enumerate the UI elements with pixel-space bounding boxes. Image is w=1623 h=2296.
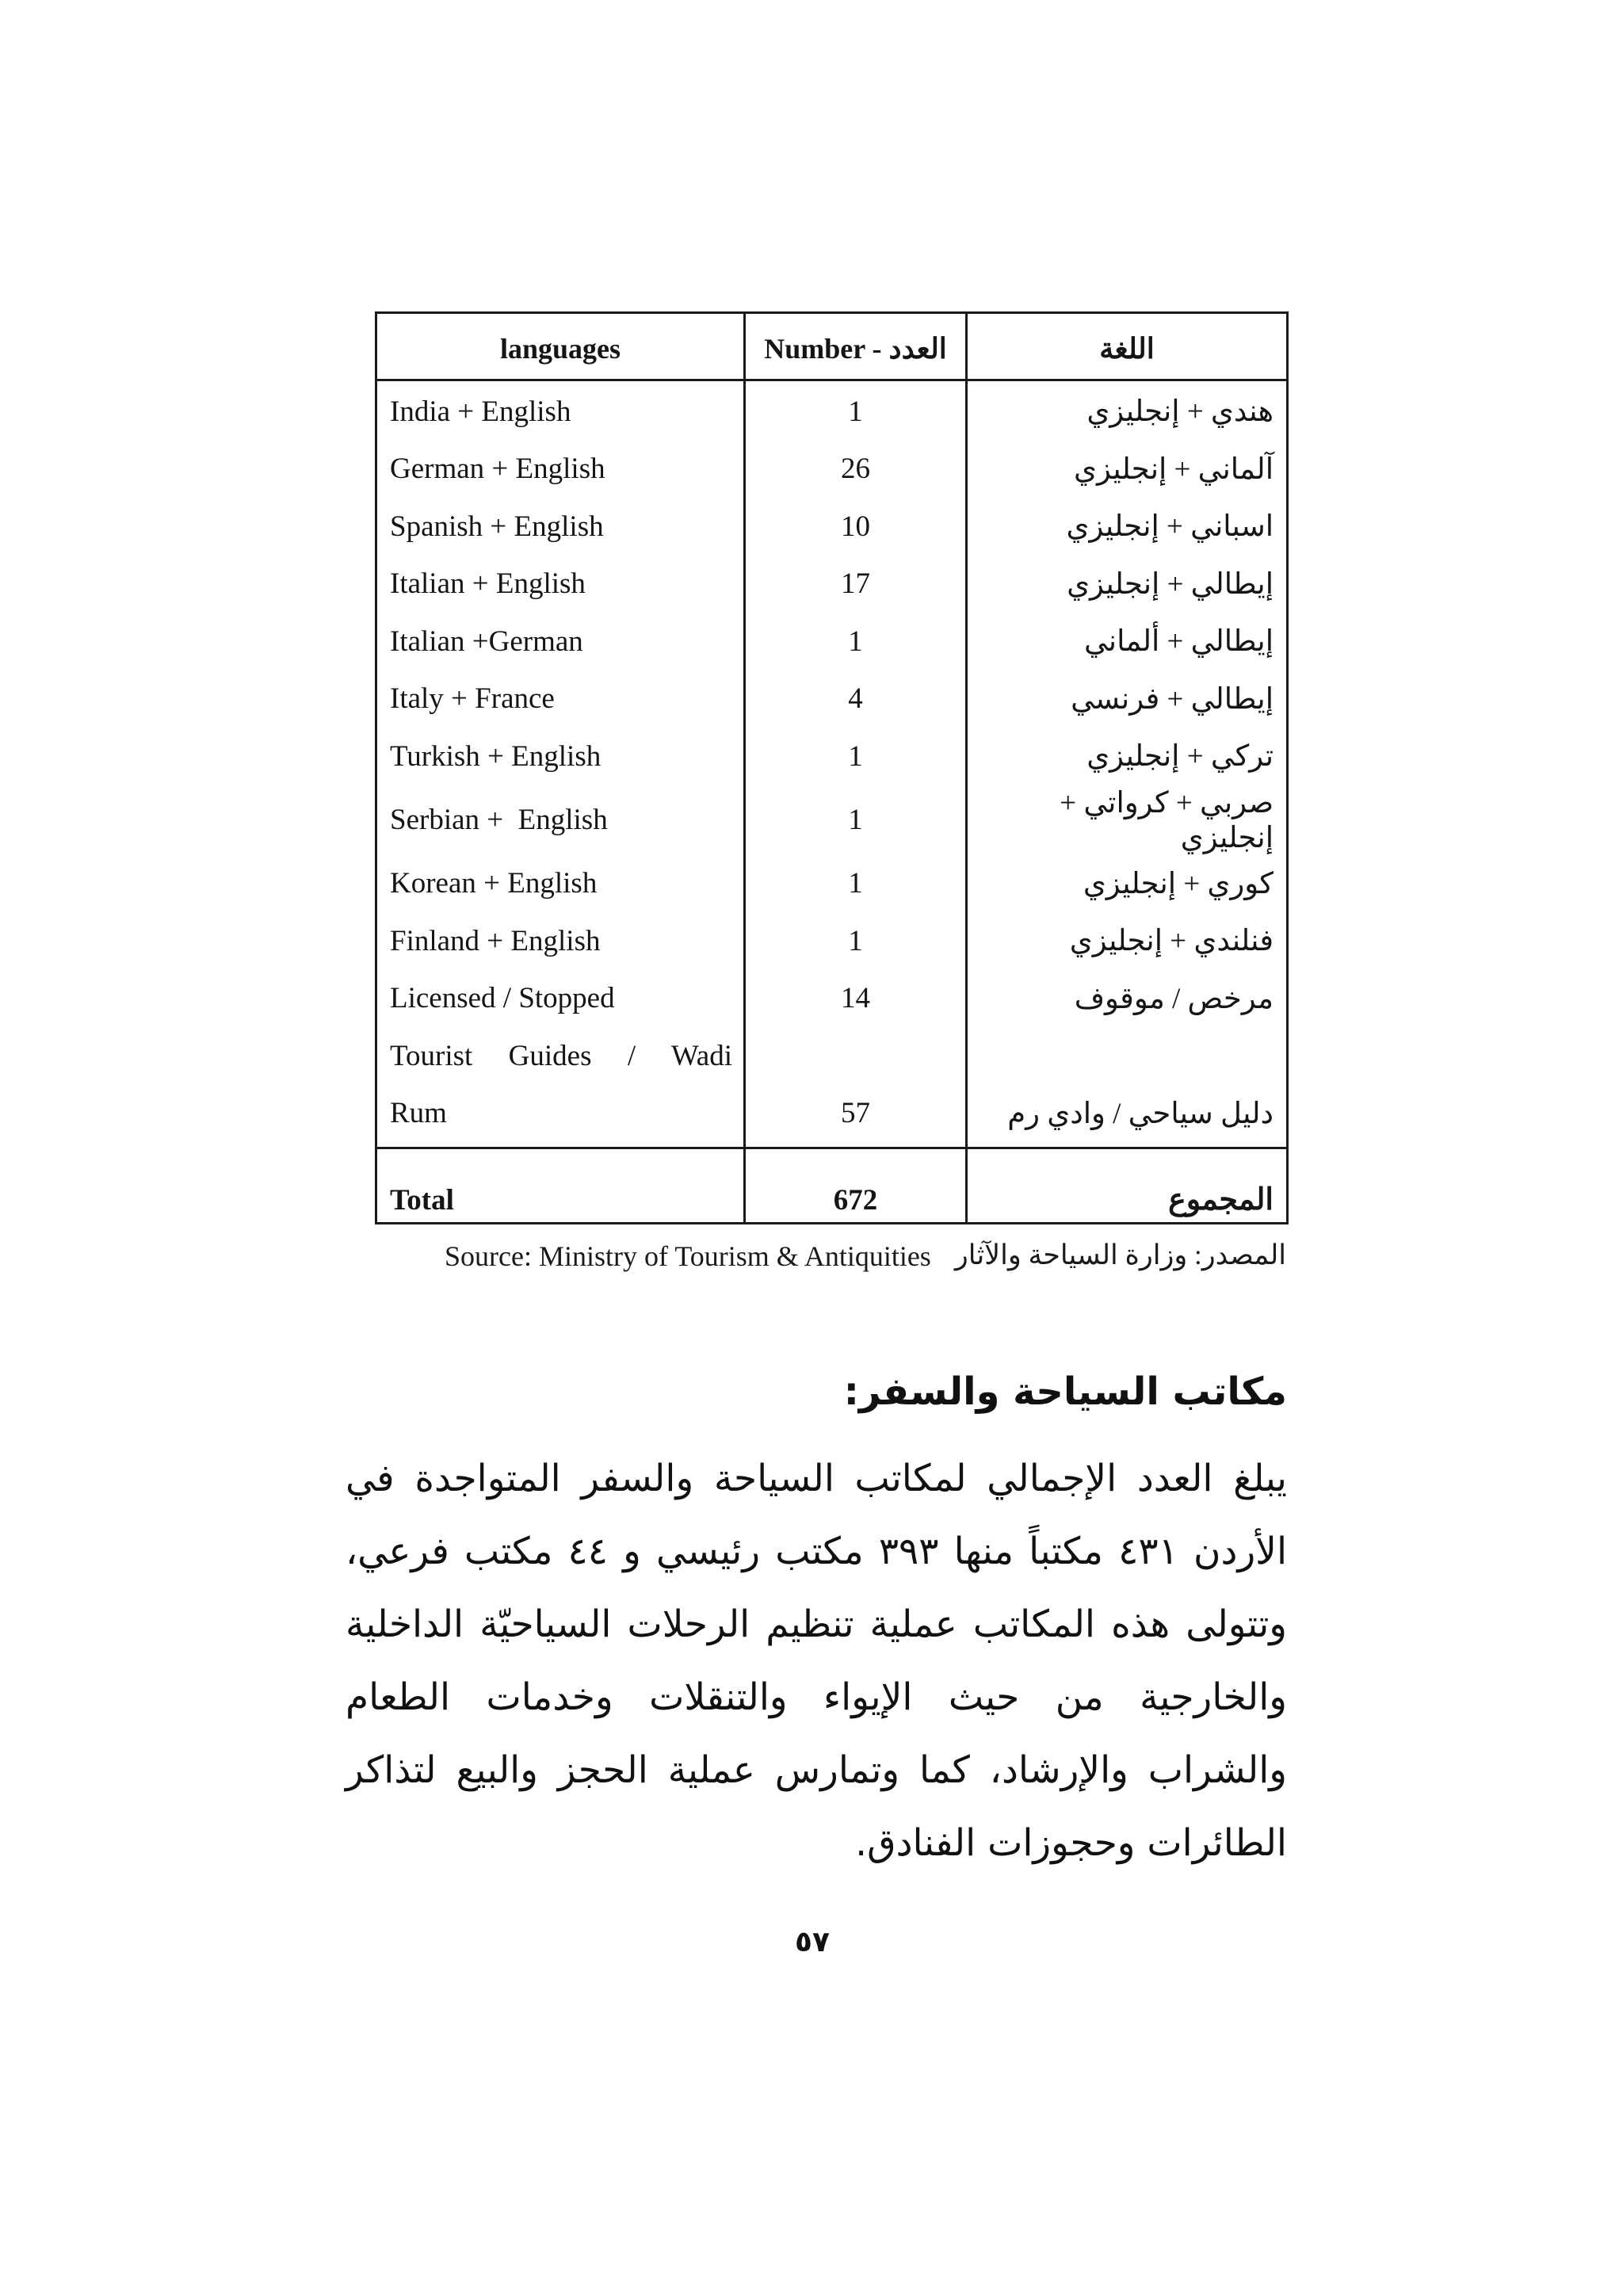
language-arabic: تركي + إنجليزي [967, 728, 1288, 785]
total-label-arabic: المجموع [967, 1148, 1288, 1224]
language-english: Italy + France [376, 670, 745, 728]
section-body: يبلغ العدد الإجمالي لمكاتب السياحة والسفر المتواجدة في الأردن ٤٣١ مكتباً منها ٣٩٣ مكتب رئيسي و ٤٤ مكتب فرعي، وتتولى هذه المكاتب عملية تنظيم الرحلات السياحيّة الداخلية والخارجية من حيث الإيواء والتنقلات وخدمات الطعام والشراب والإرشاد، كما وتمارس عملية الحجز والبيع لتذاكر الطائرات وحجوزات الفنادق. [346, 1457, 1288, 1865]
total-count: 672 [745, 1148, 967, 1224]
header-number: Number - العدد [745, 313, 967, 380]
language-count: 1 [745, 613, 967, 670]
language-count: 1 [745, 855, 967, 913]
languages-table [375, 311, 1289, 1224]
language-arabic: فنلندي + إنجليزي [967, 912, 1288, 970]
source-arabic: المصدر: وزارة السياحة والآثار [954, 1240, 1286, 1270]
language-english: Spanish + English [376, 498, 745, 556]
language-arabic [967, 1027, 1288, 1085]
page-number: ٥٧ [795, 1926, 830, 1958]
language-count: 1 [745, 728, 967, 785]
table-row [376, 670, 1288, 728]
table-row [376, 855, 1288, 913]
language-english: Italian +German [376, 613, 745, 670]
source-line [375, 1236, 1286, 1281]
language-count [745, 1027, 967, 1085]
language-count: 10 [745, 498, 967, 556]
language-arabic: إيطالي + فرنسي [967, 670, 1288, 728]
language-count: 1 [745, 785, 967, 855]
language-count: 14 [745, 970, 967, 1028]
total-label-english: Total [376, 1148, 745, 1224]
table-row [376, 1085, 1288, 1148]
header-languages: languages [376, 313, 745, 380]
language-count: 17 [745, 556, 967, 613]
table-row [376, 728, 1288, 785]
language-arabic: إيطالي + إنجليزي [967, 556, 1288, 613]
language-english: Finland + English [376, 912, 745, 970]
table-row [376, 613, 1288, 670]
table-row [376, 1027, 1288, 1085]
table-header-row [376, 313, 1288, 380]
language-english: Serbian + English [376, 785, 745, 855]
table-row [376, 785, 1288, 855]
language-arabic: إيطالي + ألماني [967, 613, 1288, 670]
table-total-row [376, 1148, 1288, 1224]
source-english: Source: Ministry of Tourism & Antiquities [445, 1240, 931, 1272]
language-arabic: مرخص / موقوف [967, 970, 1288, 1028]
language-count: 26 [745, 441, 967, 499]
language-arabic: دليل سياحي / وادي رم [967, 1085, 1288, 1148]
language-arabic: اسباني + إنجليزي [967, 498, 1288, 556]
language-arabic: هندي + إنجليزي [967, 380, 1288, 441]
table-row [376, 498, 1288, 556]
language-english: German + English [376, 441, 745, 499]
language-english: Korean + English [376, 855, 745, 913]
language-english: Tourist Guides / Wadi [376, 1027, 745, 1085]
language-count: 1 [745, 380, 967, 441]
table-row [376, 970, 1288, 1028]
language-count: 4 [745, 670, 967, 728]
table-row [376, 380, 1288, 441]
language-english: Rum [376, 1085, 745, 1148]
language-english: Licensed / Stopped [376, 970, 745, 1028]
language-count: 1 [745, 912, 967, 970]
language-english: Turkish + English [376, 728, 745, 785]
language-count: 57 [745, 1085, 967, 1148]
table-row [376, 441, 1288, 499]
language-arabic: آلماني + إنجليزي [967, 441, 1288, 499]
language-arabic: صربي + كرواتي + إنجليزي [967, 785, 1288, 855]
language-english: Italian + English [376, 556, 745, 613]
table-row [376, 912, 1288, 970]
language-arabic: كوري + إنجليزي [967, 855, 1288, 913]
language-english: India + English [376, 380, 745, 441]
section-heading: مكاتب السياحة والسفر: [843, 1370, 1287, 1414]
header-arabic-language: اللغة [967, 313, 1288, 380]
table-row [376, 556, 1288, 613]
